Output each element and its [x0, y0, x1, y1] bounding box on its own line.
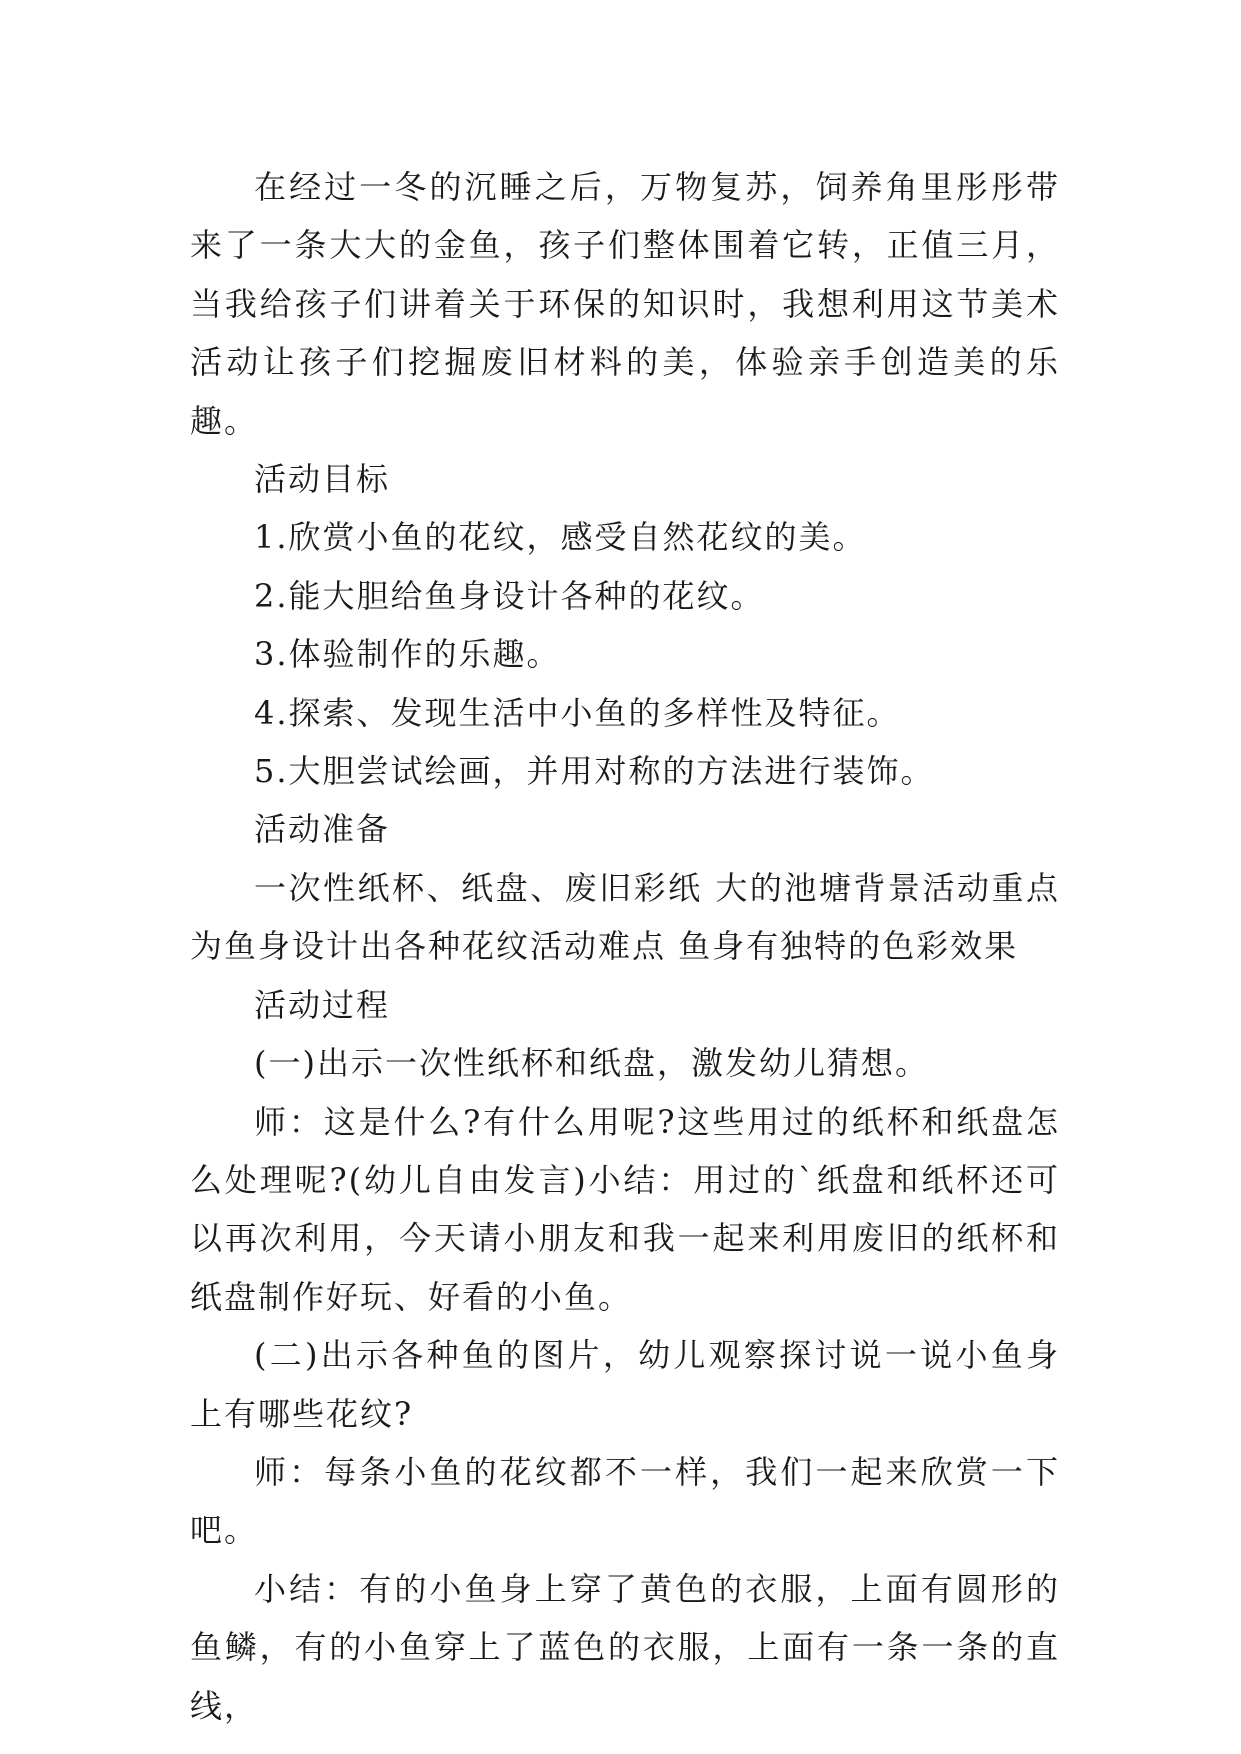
- paragraph-intro: 在经过一冬的沉睡之后，万物复苏，饲养角里彤彤带来了一条大大的金鱼，孩子们整体围着它转，正值三月，当我给孩子们讲着关于环保的知识时，我想利用这节美术活动让孩子们挖掘废旧材料的美，体验亲手创造美的乐趣。: [190, 168, 1060, 440]
- paragraph-summary: 小结：有的小鱼身上穿了黄色的衣服，上面有圆形的鱼鳞，有的小鱼穿上了蓝色的衣服，上面有一条一条的直线，: [190, 1569, 1060, 1725]
- document-body: [190, 158, 1060, 1735]
- goal-item-3: 3.体验制作的乐趣。: [254, 635, 561, 674]
- paragraph-preparation: 一次性纸杯、纸盘、废旧彩纸 大的池塘背景活动重点 为鱼身设计出各种花纹活动难点 鱼身有独特的色彩效果: [190, 868, 1060, 966]
- goal-item-1: 1.欣赏小鱼的花纹，感受自然花纹的美。: [254, 518, 867, 557]
- goal-item-2: 2.能大胆给鱼身设计各种的花纹。: [254, 576, 765, 615]
- goal-item-4: 4.探索、发现生活中小鱼的多样性及特征。: [254, 693, 901, 732]
- heading-activity-process: 活动过程: [254, 985, 391, 1024]
- heading-activity-preparation: 活动准备: [254, 810, 391, 849]
- process-step-1: (一)出示一次性纸杯和纸盘，激发幼儿猜想。: [254, 1044, 929, 1083]
- heading-activity-goals: 活动目标: [254, 460, 391, 499]
- process-step-2: (二)出示各种鱼的图片，幼儿观察探讨说一说小鱼身上有哪些花纹?: [190, 1336, 1060, 1433]
- paragraph-teacher-question: 师：这是什么?有什么用呢?这些用过的纸杯和纸盘怎么处理呢?(幼儿自由发言)小结：用过的`纸盘和纸杯还可以再次利用，今天请小朋友和我一起来利用废旧的纸杯和纸盘制作好玩、好看的小鱼。: [190, 1102, 1060, 1316]
- paragraph-teacher-appreciate: 师：每条小鱼的花纹都不一样，我们一起来欣赏一下吧。: [190, 1452, 1060, 1550]
- goal-item-5: 5.大胆尝试绘画，并用对称的方法进行装饰。: [254, 752, 935, 791]
